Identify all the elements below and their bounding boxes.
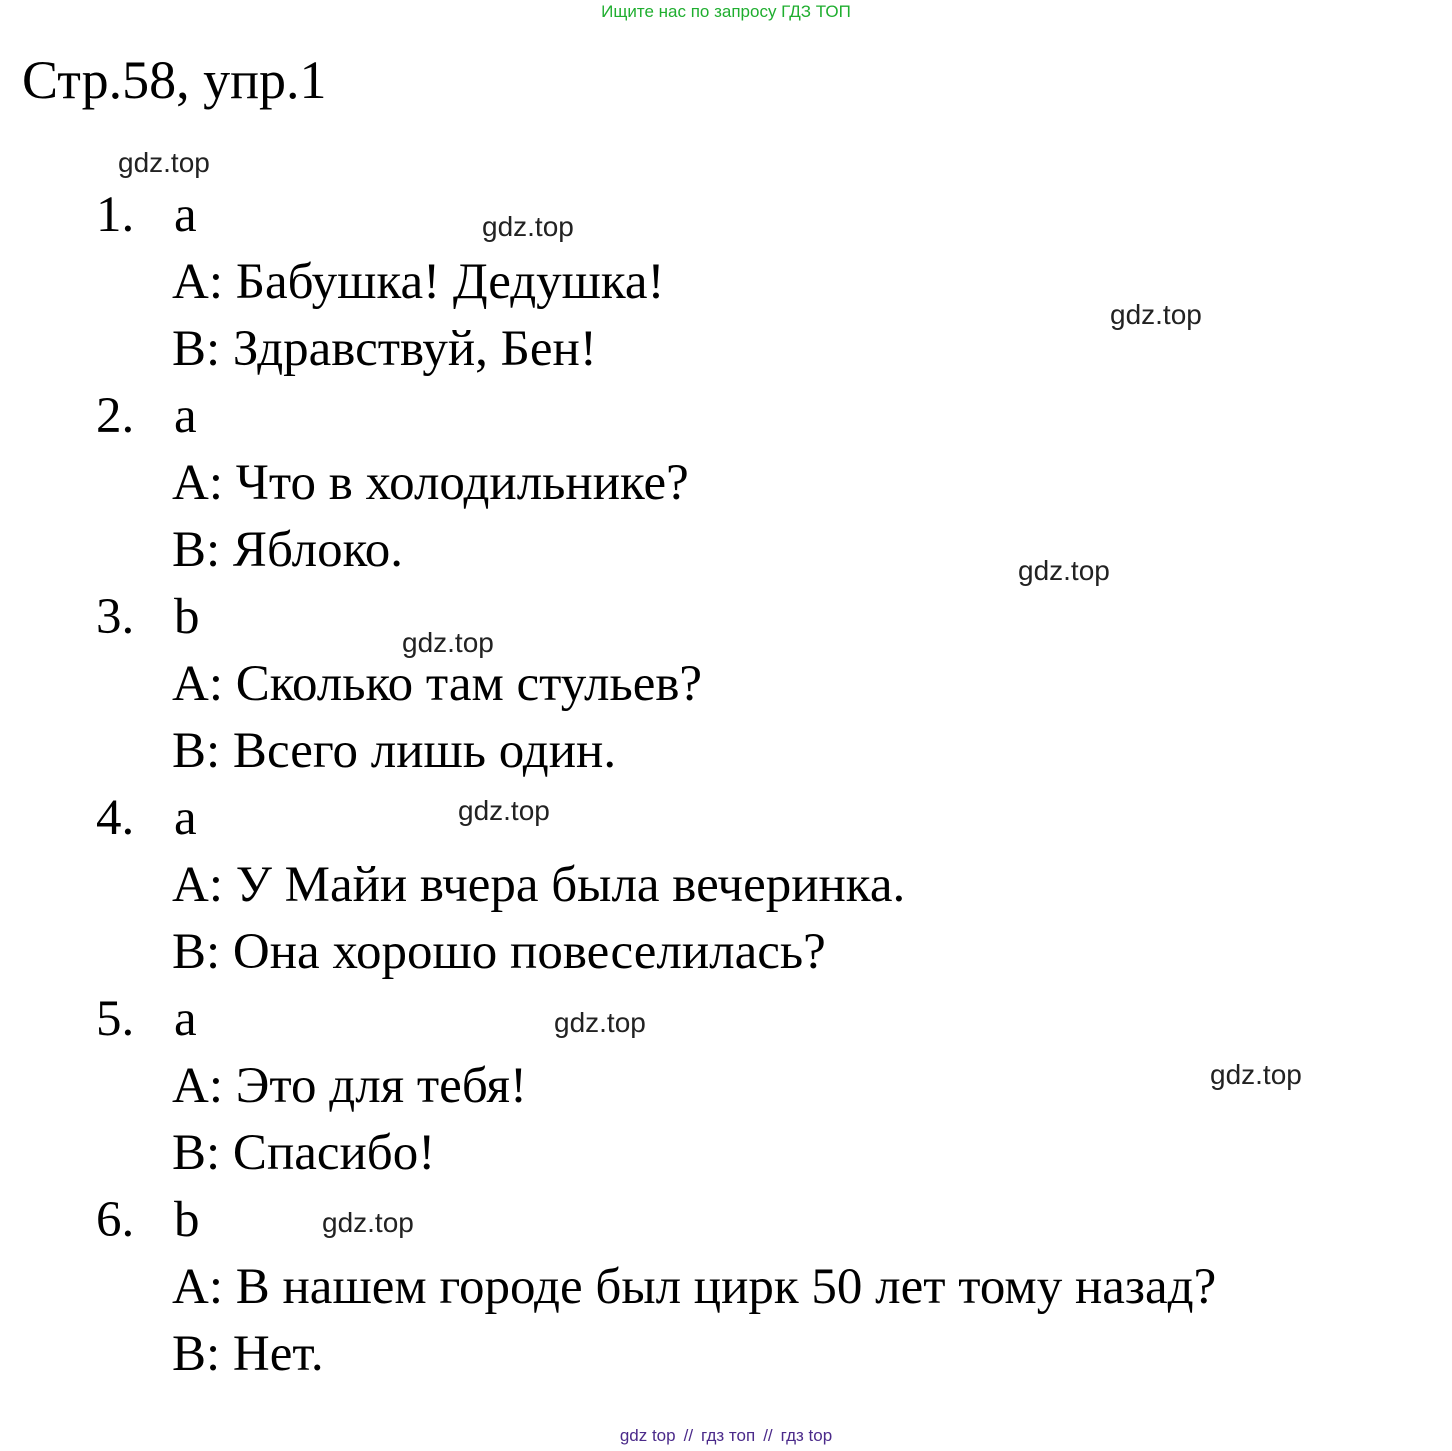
top-banner: Ищите нас по запросу ГДЗ ТОП	[601, 2, 851, 21]
dialog-line-a: А: Что в холодильнике?	[172, 455, 689, 511]
item-answer: a	[174, 388, 197, 444]
watermark: gdz.top	[1110, 299, 1202, 330]
dialog-line-a: А: Бабушка! Дедушка!	[172, 254, 665, 310]
item-answer: a	[174, 790, 197, 846]
footer-link[interactable]: гдз top	[780, 1426, 833, 1445]
dialog-line-b: В: Она хорошо повеселилась?	[172, 924, 826, 980]
list-item-head	[96, 386, 197, 446]
footer-link[interactable]: gdz top	[619, 1426, 676, 1445]
item-answer: a	[174, 991, 197, 1047]
item-answer: a	[174, 187, 197, 243]
list-item-head	[96, 587, 200, 647]
footer-separator: //	[763, 1426, 773, 1445]
list-item-head	[96, 1190, 200, 1250]
watermark: gdz.top	[554, 1007, 646, 1038]
dialog-line-a: А: Сколько там стульев?	[172, 656, 703, 712]
watermark: gdz.top	[458, 795, 550, 826]
dialog-line-b: В: Здравствуй, Бен!	[172, 321, 597, 377]
footer-separator: //	[683, 1426, 694, 1445]
dialog-line-b: В: Нет.	[172, 1326, 324, 1382]
watermark: gdz.top	[1210, 1059, 1302, 1090]
dialog-line-b: В: Всего лишь один.	[172, 723, 617, 779]
item-number: 3.	[96, 589, 135, 645]
item-number: 5.	[96, 991, 135, 1047]
item-answer: b	[174, 589, 200, 645]
watermark: gdz.top	[1018, 555, 1110, 586]
list-item-head	[96, 185, 197, 245]
item-answer: b	[174, 1192, 200, 1248]
dialog-line-a: А: В нашем городе был цирк 50 лет тому назад?	[172, 1259, 1217, 1315]
item-number: 4.	[96, 790, 135, 846]
page-title: Стр.58, упр.1	[22, 50, 327, 110]
item-number: 1.	[96, 187, 135, 243]
watermark: gdz.top	[482, 211, 574, 242]
footer	[0, 1426, 1452, 1446]
item-number: 6.	[96, 1192, 135, 1248]
watermark: gdz.top	[322, 1207, 414, 1238]
dialog-line-b: В: Яблоко.	[172, 522, 404, 578]
dialog-line-b: В: Спасибо!	[172, 1125, 436, 1181]
list-item-head	[96, 989, 197, 1049]
dialog-line-a: А: У Майи вчера была вечеринка.	[172, 857, 906, 913]
watermark: gdz.top	[402, 627, 494, 658]
watermark: gdz.top	[118, 147, 210, 178]
item-number: 2.	[96, 388, 135, 444]
dialog-line-a: А: Это для тебя!	[172, 1058, 527, 1114]
footer-link[interactable]: гдз топ	[701, 1426, 756, 1445]
list-item-head	[96, 788, 197, 848]
